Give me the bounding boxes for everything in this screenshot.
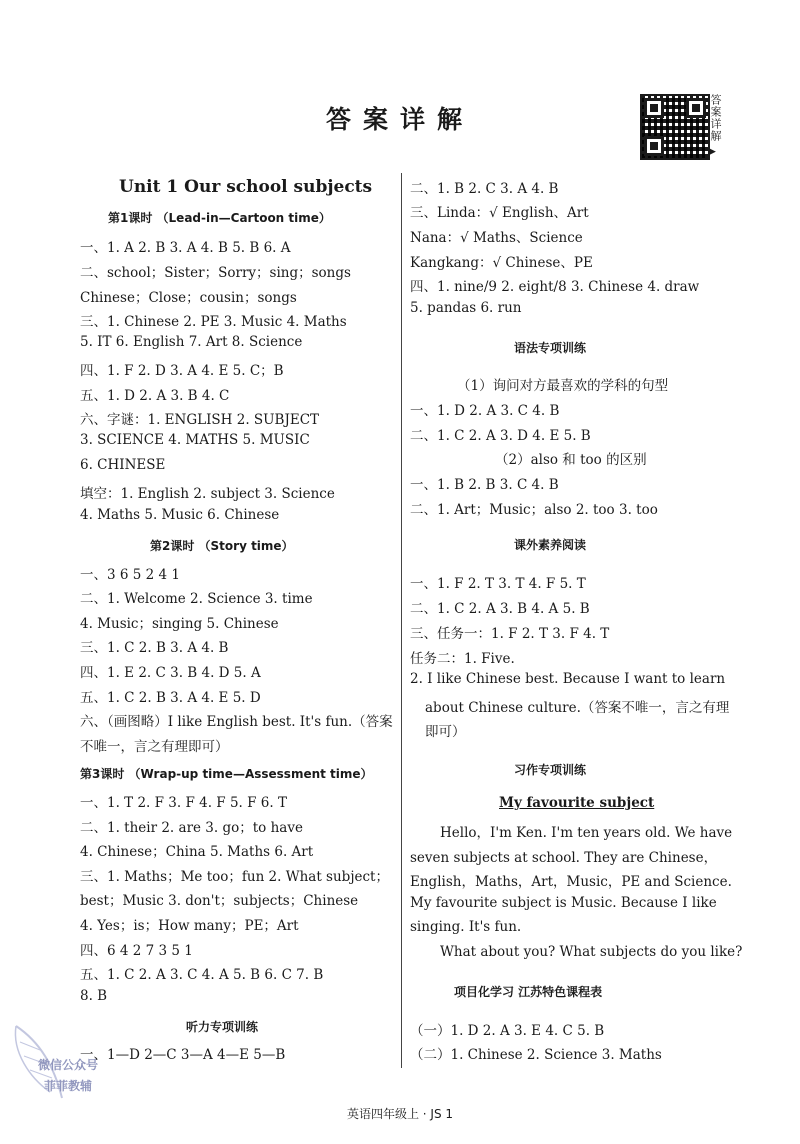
answer-line: 5. IT 6. English 7. Art 8. Science (80, 334, 303, 350)
answer-line: 一、3 6 5 2 4 1 (80, 567, 180, 583)
lesson-heading: 第3课时 （Wrap-up time—Assessment time） (80, 767, 373, 781)
answer-line: 一、1. D 2. A 3. C 4. B (410, 403, 560, 419)
essay-line: My favourite subject is Music. Because I like (410, 895, 717, 911)
answer-line: 四、6 4 2 7 3 5 1 (80, 943, 193, 959)
answer-line: 二、1. their 2. are 3. go；to have (80, 820, 303, 836)
answer-line: Chinese；Close；cousin；songs (80, 290, 297, 306)
section-heading: 习作专项训练 (514, 763, 587, 777)
answer-line: 四、1. nine/9 2. eight/8 3. Chinese 4. draw (410, 279, 700, 295)
unit-title: Unit 1 Our school subjects (119, 177, 373, 197)
answer-line: 3. SCIENCE 4. MATHS 5. MUSIC (80, 432, 310, 448)
play-icon: ▶ (709, 147, 716, 157)
answer-line: 4. Maths 5. Music 6. Chinese (80, 507, 280, 523)
answer-line: best；Music 3. don't；subjects；Chinese (80, 893, 359, 909)
answer-line: 即可） (425, 724, 466, 740)
answer-line: 二、1. B 2. C 3. A 4. B (410, 181, 559, 197)
answer-line: （二）1. Chinese 2. Science 3. Maths (410, 1047, 662, 1063)
answer-line: 8. B (80, 988, 108, 1004)
answer-line: 六、（画图略）I like English best. It's fun.（答案 (80, 714, 393, 730)
answer-line: 五、1. C 2. B 3. A 4. E 5. D (80, 690, 261, 706)
lesson-heading: 第2课时 （Story time） (150, 539, 294, 553)
essay-line: seven subjects at school. They are Chinese， (410, 850, 718, 866)
answer-line: Nana：√ Maths、Science (410, 230, 583, 246)
answer-line: 6. CHINESE (80, 457, 166, 473)
answer-line: 二、school；Sister；Sorry；sing；songs (80, 265, 351, 281)
essay-title: My favourite subject (499, 795, 655, 811)
answer-line: 填空：1. English 2. subject 3. Science (80, 486, 335, 502)
watermark-line1: 微信公众号 (38, 1058, 99, 1072)
watermark-line2: 菲菲教辅 (44, 1079, 93, 1093)
answer-line: 一、1—D 2—C 3—A 4—E 5—B (80, 1047, 286, 1063)
answer-line: 一、1. F 2. T 3. T 4. F 5. T (410, 576, 586, 592)
watermark (10, 1022, 150, 1112)
answer-line: 三、1. Maths；Me too；fun 2. What subject； (80, 869, 389, 885)
answer-line: 五、1. D 2. A 3. B 4. C (80, 388, 230, 404)
answer-line: 不唯一，言之有理即可） (80, 739, 229, 755)
answer-line: 三、任务一：1. F 2. T 3. F 4. T (410, 626, 610, 642)
answer-line: 二、1. C 2. A 3. B 4. A 5. B (410, 601, 590, 617)
answer-line: 六、字谜：1. ENGLISH 2. SUBJECT (80, 412, 320, 428)
answer-line: about Chinese culture.（答案不唯一，言之有理 (425, 700, 730, 716)
essay-line: Hello，I'm Ken. I'm ten years old. We have (440, 825, 733, 841)
answer-line: 二、1. Art；Music；also 2. too 3. too (410, 502, 658, 518)
page-title: 答案详解 (325, 105, 474, 134)
answer-line: 一、1. T 2. F 3. F 4. F 5. F 6. T (80, 795, 287, 811)
section-heading: 语法专项训练 (514, 341, 587, 355)
answer-line: 一、1. A 2. B 3. A 4. B 5. B 6. A (80, 240, 291, 256)
answer-line: 三、1. C 2. B 3. A 4. B (80, 640, 229, 656)
answer-line: 4. Music；singing 5. Chinese (80, 616, 279, 632)
answer-line: 2. I like Chinese best. Because I want to learn (410, 671, 726, 687)
answer-line: 四、1. F 2. D 3. A 4. E 5. C；B (80, 363, 284, 379)
essay-line: What about you? What subjects do you like? (440, 944, 743, 960)
section-heading: 课外素养阅读 (514, 538, 587, 552)
answer-line: 5. pandas 6. run (410, 300, 522, 316)
answer-line: 五、1. C 2. A 3. C 4. A 5. B 6. C 7. B (80, 967, 324, 983)
essay-line: English，Maths，Art，Music，PE and Science. (410, 874, 732, 890)
answer-line: 四、1. E 2. C 3. B 4. D 5. A (80, 665, 261, 681)
answer-line: 任务二：1. Five. (410, 651, 515, 667)
answer-line: 一、1. B 2. B 3. C 4. B (410, 477, 559, 493)
qr-label: 答案详解 (709, 94, 722, 142)
subsection-heading: （1）询问对方最喜欢的学科的句型 (457, 378, 669, 394)
answer-line: （一）1. D 2. A 3. E 4. C 5. B (410, 1023, 605, 1039)
answer-line: 三、Linda：√ English、Art (410, 205, 589, 221)
answer-line: 4. Yes；is；How many；PE；Art (80, 918, 299, 934)
subsection-heading: （2）also 和 too 的区别 (495, 452, 647, 468)
section-heading: 听力专项训练 (186, 1020, 259, 1034)
answer-line: 二、1. Welcome 2. Science 3. time (80, 591, 313, 607)
answer-line: Kangkang：√ Chinese、PE (410, 255, 593, 271)
section-heading: 项目化学习 江苏特色课程表 (454, 985, 603, 999)
answer-line: 4. Chinese；China 5. Maths 6. Art (80, 844, 314, 860)
answer-line: 二、1. C 2. A 3. D 4. E 5. B (410, 428, 591, 444)
essay-line: singing. It's fun. (410, 919, 522, 935)
page-footer: 英语四年级上 · JS 1 (346, 1107, 454, 1121)
lesson-heading: 第1课时 （Lead-in—Cartoon time） (108, 211, 331, 225)
answer-line: 三、1. Chinese 2. PE 3. Music 4. Maths (80, 314, 347, 330)
